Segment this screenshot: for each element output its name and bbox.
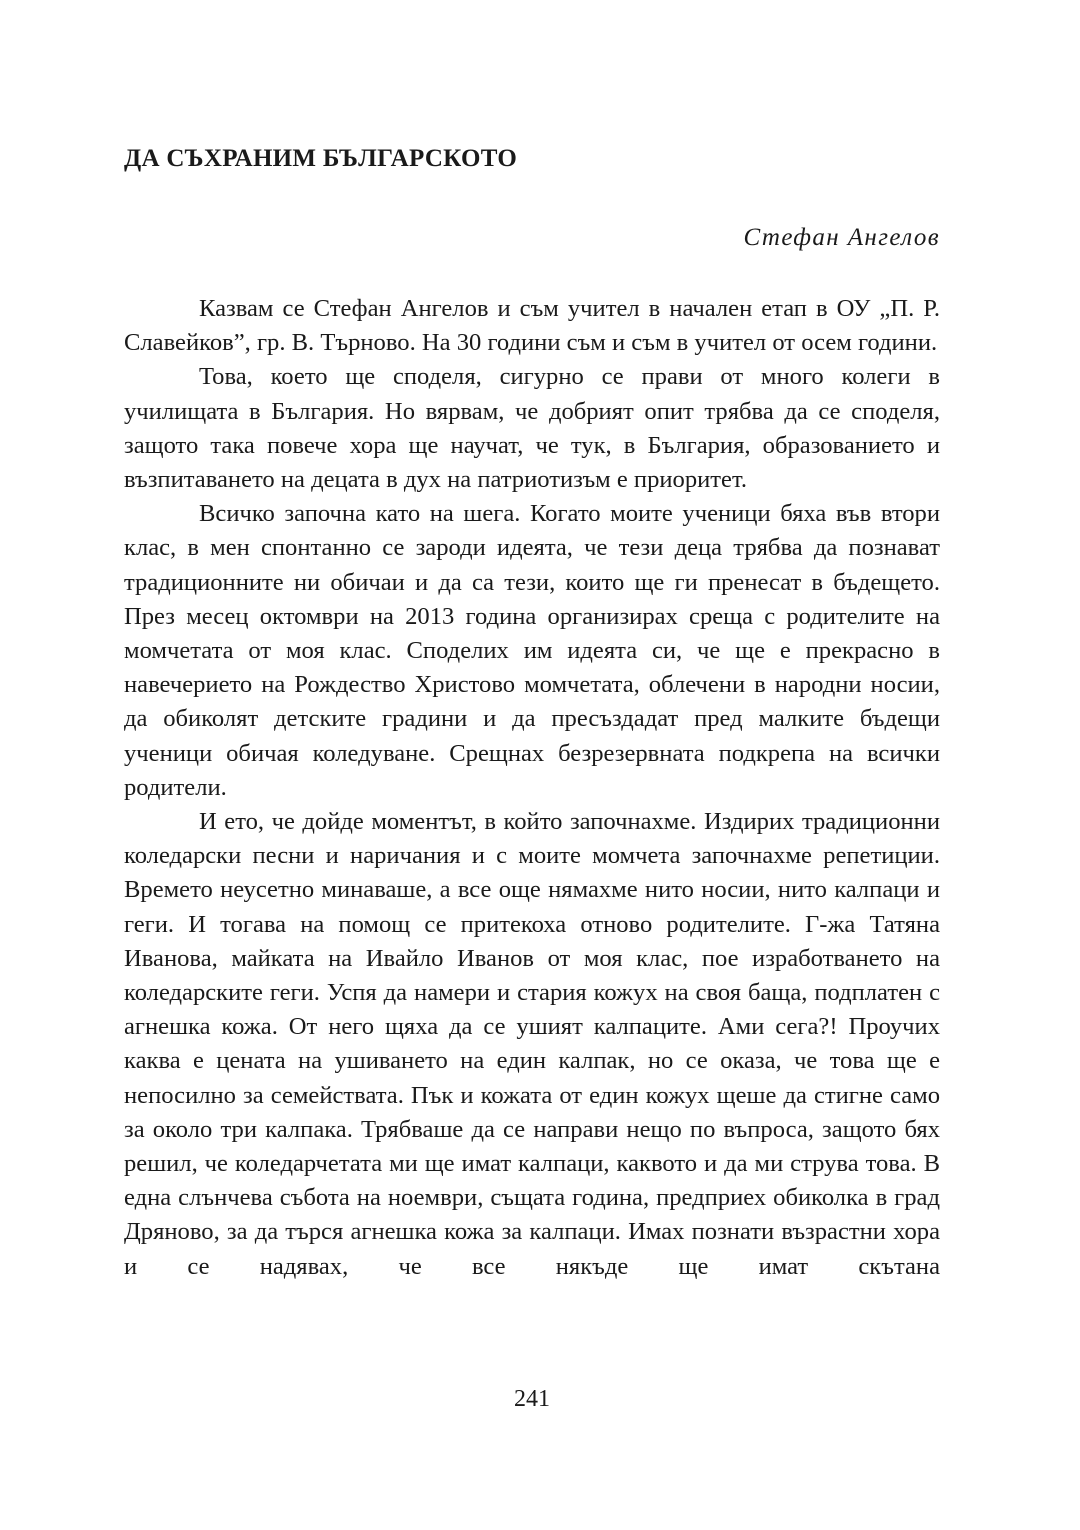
article-author: Стефан Ангелов [743, 224, 940, 251]
paragraph: И ето, че дойде моментът, в който започнахме. Издирих традиционни коледарски песни и наричания и с моите момчета започнахме репетиции. Времето неусетно минаваше, а все още нямахме нито носии, нито калпаци и геги. И тогава на помощ се притекоха отново родителите. Г-жа Татяна Иванова, майката на Ивайло Иванов от моя клас, пое изработването на коледарските геги. Успя да намери и стария кожух на своя баща, подплатен с агнешка кожа. От него щяха да се ушият калпаците. Ами сега?! Проучих каква е цената на ушиването на един калпак, но се оказа, че това ще е непосилно за семействата. Пък и кожата от един кожух щеше да стигне само за около три калпака. Трябваше да се направи нещо по въпроса, защото бях решил, че коледарчетата ми ще имат калпаци, каквото и да ми струва това. В една слънчева събота на ноември, същата година, предприех обиколка в град Дряново, за да търся агнешка кожа за калпаци. Имах познати възрастни хора и се надявах, че все някъде ще имат скътана [124, 808, 940, 1280]
article-title: ДА СЪХРАНИМ БЪЛГАРСКОТО [124, 145, 518, 172]
paragraph: Това, което ще споделя, сигурно се прави от много колеги в училищата в България. Но вярвам, че добрият опит трябва да се споделя, защото така повече хора ще научат, че тук, в България, образованието и възпитаването на децата в дух на патриотизъм е приоритет. [124, 363, 940, 494]
article-body [124, 292, 940, 1284]
page-number: 241 [514, 1386, 550, 1412]
paragraph: Казвам се Стефан Ангелов и съм учител в начален етап в ОУ „П. Р. Славейков”, гр. В. Търново. На 30 години съм и съм в учител от осем години. [124, 295, 940, 357]
paragraph: Всичко започна като на шега. Когато моите ученици бяха във втори клас, в мен спонтанно се зароди идеята, че тези деца трябва да познават традиционните ни обичаи и да са тези, които ще ги пренесат в бъдещето. През месец октомври на 2013 година организирах среща с родителите на момчетата от моя клас. Споделих им идеята си, че ще е прекрасно в навечерието на Рождество Христово момчетата, облечени в народни носии, да обиколят детските градини и да пресъздадат пред малките бъдещи ученици обичая коледуване. Срещнах безрезервната подкрепа на всички родители. [124, 500, 940, 801]
document-page [124, 0, 940, 1530]
